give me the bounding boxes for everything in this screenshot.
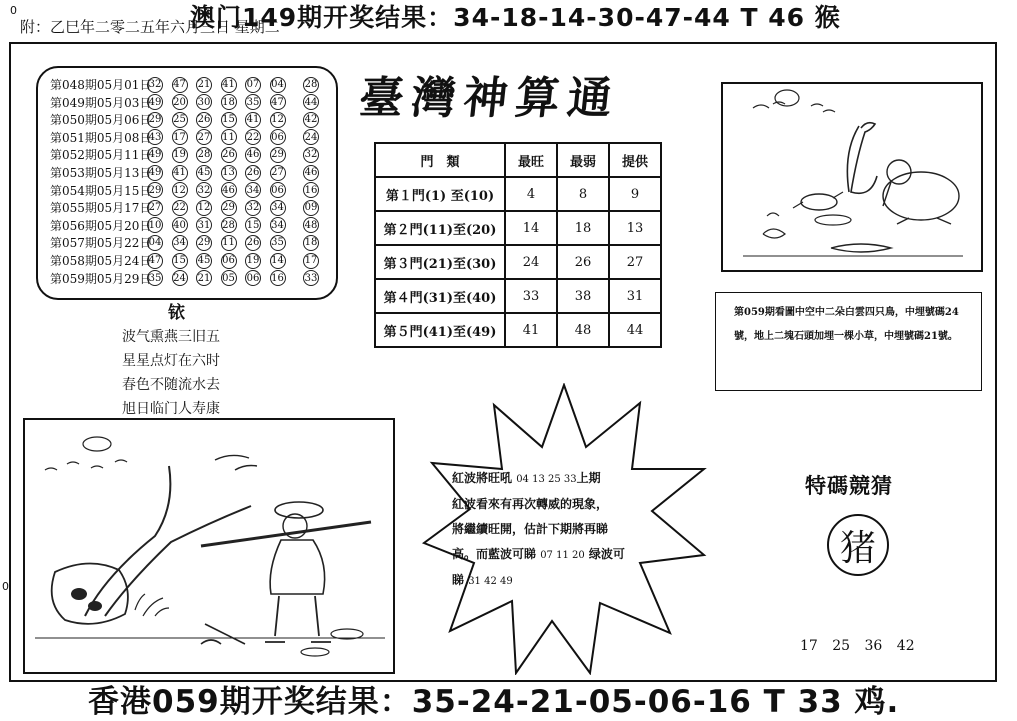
table-header-row [375,143,661,177]
table-row [50,270,319,287]
number-ball: 11 [221,235,237,251]
number-ball: 21 [196,270,212,286]
number-ball: 29 [147,112,163,128]
number-ball: 06 [270,182,286,198]
gate-cell: 第４門(31)至(40) [375,279,505,313]
table-row [375,211,661,245]
table-row [50,94,319,111]
green-wave-numbers: 31 42 49 [468,576,513,587]
number-ball: 27 [270,165,286,181]
riddle-note: 第059期看圖中空中二朵白雲四只鳥，中埋號碼24號，地上二塊石頭加埋一棵小草，中埋號碼21號。 [715,292,982,391]
zodiac-circle: 猪 [827,514,889,576]
riddle-illustration [721,82,983,272]
draw-label: 第056期05月20日 [50,218,152,233]
special-number-ball: 17 [303,253,319,269]
logo-title: 臺灣神算通 [356,73,623,124]
poem-line: 旭日临门人寿康 [122,401,220,417]
number-ball: 15 [221,112,237,128]
archer-illustration [23,418,395,674]
number-ball: 43 [147,129,163,145]
special-number-ball: 42 [303,112,319,128]
table-row [50,234,319,251]
number-ball: 04 [270,77,286,93]
star-line: 將繼續旺開，估計下期將再睇 [452,522,609,536]
number-ball: 41 [172,165,188,181]
special-number-ball: 16 [303,182,319,198]
number-ball: 35 [270,235,286,251]
number-ball: 32 [196,182,212,198]
table-row [50,146,319,163]
special-numbers: 17 25 36 42 [800,638,915,654]
special-number-ball: 24 [303,129,319,145]
max-cell: 14 [505,211,557,245]
max-cell: 33 [505,279,557,313]
draw-label: 第048期05月01日 [50,78,152,92]
special-number-ball: 09 [303,200,319,216]
number-ball: 20 [172,94,188,110]
draw-label: 第050期05月06日 [50,113,152,128]
column-header: 提供 [609,143,661,177]
blue-wave-numbers: 07 11 20 [540,550,585,561]
offer-cell: 44 [609,313,661,347]
table-row [50,76,319,93]
number-ball: 19 [245,253,261,269]
number-ball: 41 [245,112,261,128]
number-ball: 35 [245,94,261,110]
number-ball: 40 [172,217,188,233]
table-row [50,252,319,269]
column-header: 最旺 [505,143,557,177]
table-row [50,182,319,199]
draw-label: 第058期05月24日 [50,254,152,268]
number-ball: 06 [270,129,286,145]
draw-label: 第049期05月03日 [50,95,152,110]
star-line: 睇 31 42 49 [452,573,513,587]
number-ball: 15 [245,217,261,233]
number-ball: 22 [172,200,188,216]
min-cell: 18 [557,211,609,245]
table-row [50,164,319,181]
number-ball: 22 [245,129,261,145]
draw-history-panel [36,66,338,300]
number-ball: 13 [221,165,237,181]
number-ball: 11 [221,129,237,145]
number-ball: 26 [196,112,212,128]
draw-label: 第059期05月29日 [50,271,152,286]
offer-cell: 13 [609,211,661,245]
number-ball: 27 [147,200,163,216]
offer-cell: 27 [609,245,661,279]
gate-cell: 第２門(11)至(20) [375,211,505,245]
number-ball: 34 [270,200,286,216]
number-ball: 34 [245,182,261,198]
gate-cell: 第５門(41)至(49) [375,313,505,347]
table-row [375,279,661,313]
special-number-ball: 32 [303,147,319,163]
number-ball: 26 [245,165,261,181]
draw-label: 第057期05月22日 [50,236,152,251]
special-number-ball: 48 [303,217,319,233]
number-ball: 49 [147,165,163,181]
poem-line: 波气熏燕三旧五 [122,329,220,345]
number-ball: 17 [172,129,188,145]
macau-result-header: 澳门149期开奖结果：34-18-14-30-47-44 T 46 猴 [190,3,841,32]
number-ball: 46 [245,147,261,163]
table-row [50,111,319,128]
number-ball: 31 [196,217,212,233]
number-ball: 05 [221,270,237,286]
table-row [50,129,319,146]
gate-table [374,142,662,348]
draw-label: 第053期05月13日 [50,166,152,180]
side-mark: 0 [2,580,9,593]
min-cell: 48 [557,313,609,347]
number-ball: 45 [196,165,212,181]
number-ball: 10 [147,217,163,233]
poem-line: 春色不随流水去 [122,377,220,393]
number-ball: 25 [172,112,188,128]
number-ball: 18 [221,94,237,110]
number-ball: 29 [221,200,237,216]
max-cell: 24 [505,245,557,279]
number-ball: 47 [270,94,286,110]
special-number-ball: 28 [303,77,319,93]
draw-label: 第051期05月08日 [50,130,152,145]
star-line: 紅波將旺吼 04 13 25 33上期 [452,471,601,485]
number-ball: 29 [196,235,212,251]
number-ball: 07 [245,77,261,93]
number-ball: 14 [270,253,286,269]
number-ball: 32 [245,200,261,216]
table-row [375,177,661,211]
number-ball: 45 [196,253,212,269]
table-row [50,217,319,234]
number-ball: 06 [245,270,261,286]
number-ball: 32 [147,77,163,93]
table-row [375,245,661,279]
column-header: 最弱 [557,143,609,177]
special-number-ball: 18 [303,235,319,251]
number-ball: 15 [172,253,188,269]
date-line: 附：乙巳年二零二五年六月三日 星期二 [20,18,280,36]
gate-cell: 第１門(1) 至(10) [375,177,505,211]
gate-cell: 第３門(21)至(30) [375,245,505,279]
number-ball: 27 [196,129,212,145]
special-number-ball: 33 [303,270,319,286]
star-line: 紅波看來有再次轉威的現象， [452,497,609,511]
special-number-ball: 44 [303,94,319,110]
poem-title: 铱 [168,303,185,323]
draw-label: 第052期05月11日 [50,148,152,163]
number-ball: 26 [245,235,261,251]
number-ball: 12 [270,112,286,128]
draw-label: 第054期05月15日 [50,183,152,198]
min-cell: 8 [557,177,609,211]
number-ball: 19 [172,147,188,163]
number-ball: 49 [147,147,163,163]
number-ball: 28 [221,217,237,233]
number-ball: 24 [172,270,188,286]
number-ball: 34 [270,217,286,233]
poem-line: 星星点灯在六时 [122,353,220,369]
table-row [375,313,661,347]
number-ball: 35 [147,270,163,286]
number-ball: 46 [221,182,237,198]
number-ball: 26 [221,147,237,163]
max-cell: 41 [505,313,557,347]
max-cell: 4 [505,177,557,211]
number-ball: 04 [147,235,163,251]
starburst-text [452,466,680,594]
number-ball: 12 [196,200,212,216]
number-ball: 30 [196,94,212,110]
number-ball: 06 [221,253,237,269]
min-cell: 26 [557,245,609,279]
number-ball: 29 [147,182,163,198]
number-ball: 49 [147,94,163,110]
table-row [50,199,319,216]
number-ball: 12 [172,182,188,198]
red-wave-numbers: 04 13 25 33 [516,474,577,485]
star-line: 高。而藍波可睇 07 11 20 绿波可 [452,547,625,561]
number-ball: 47 [147,253,163,269]
draw-label: 第055期05月17日 [50,201,152,216]
man-with-pole-drawing [25,420,393,672]
min-cell: 38 [557,279,609,313]
number-ball: 41 [221,77,237,93]
hongkong-result-footer: 香港059期开奖结果：35-24-21-05-06-16 T 33 鸡. [88,684,900,720]
number-ball: 29 [270,147,286,163]
corner-mark: 0 [10,4,17,17]
column-header: 門 類 [375,143,505,177]
number-ball: 34 [172,235,188,251]
crane-and-figure-drawing [723,84,981,270]
offer-cell: 31 [609,279,661,313]
number-ball: 47 [172,77,188,93]
number-ball: 21 [196,77,212,93]
special-number-ball: 46 [303,165,319,181]
number-ball: 16 [270,270,286,286]
special-code-title: 特碼競猜 [805,473,893,498]
number-ball: 28 [196,147,212,163]
offer-cell: 9 [609,177,661,211]
